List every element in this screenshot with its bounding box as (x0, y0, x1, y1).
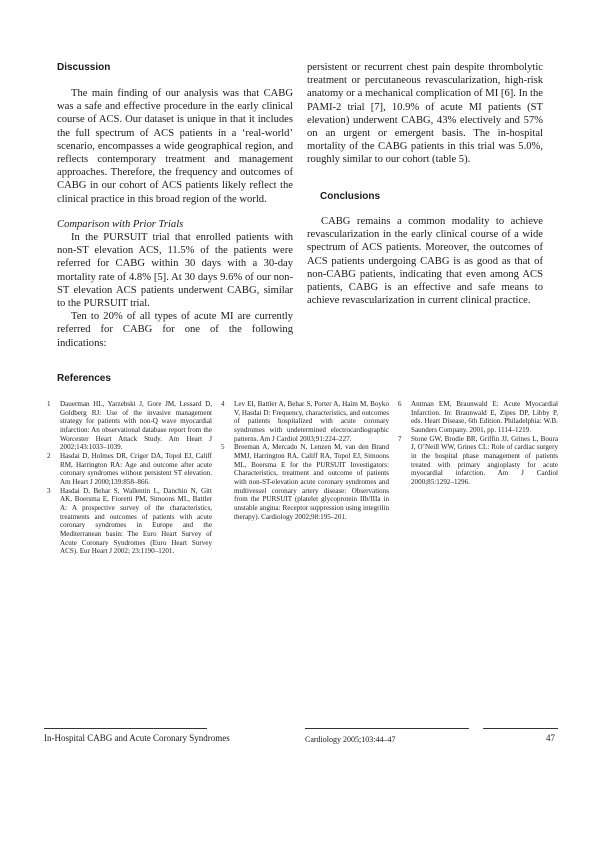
reference-item: 2 Hasdai D, Holmes DR, Criger DA, Topol EJ, Califf RM, Harrington RA: Age and outcome after acute coronary syndromes without persistent ST elevation. Am Heart J 2000;139:858–866. (47, 451, 212, 486)
discussion-column-right (307, 61, 543, 167)
conclusions-heading: Conclusions (320, 191, 381, 202)
comparison-subheading: Comparison with Prior Trials (57, 218, 184, 230)
conclusions-paragraph: CABG remains a common modality to achieve revascularization in the early clinical course of a wide spectrum of ACS patients. Moreover, the outcomes of ACS patients undergoing CABG is as good as that of non-CABG patients, indicating that even among ACS patients, CABG is an effective and safe means to achieve revascularization in current clinical practice. (307, 216, 543, 307)
footer-page-number: 47 (546, 733, 555, 743)
footer-rule-center (305, 728, 469, 729)
footer-rule-left (44, 728, 207, 729)
references-column-3 (398, 400, 558, 487)
footer-running-title: In-Hospital CABG and Acute Coronary Syndromes (44, 733, 230, 743)
discussion-paragraph-3: Ten to 20% of all types of acute MI are currently referred for CABG for one of the following indications: (57, 311, 293, 349)
reference-item: 4 Lev EI, Battler A, Behar S, Porter A, Haim M, Boyko V, Hasdai D: Frequency, characteristics, and outcomes of patients hospitalized with acute coronary syndromes with undetermined electrocardiographic patterns. Am J Cardiol 2003;91:224–227. (221, 400, 389, 443)
discussion-heading: Discussion (57, 62, 111, 73)
references-column-2 (221, 400, 389, 521)
reference-item: 7 Stone GW, Brodie BR, Griffin JJ, Grines L, Boura J, O’Neill WW, Grines CL: Role of cardiac surgery in the hospital phase management of patients treated with primary angioplasty for acute myocardial infarction. Am J Cardiol 2000;85:1292–1296. (398, 434, 558, 486)
conclusions-column (307, 215, 543, 307)
reference-item: 5 Breeman A, Mercado N, Lenzen M, van den Brand MMJ, Harrington RA, Califf RA, Topol EJ, Simoons ML, Boersma E for the PURSUIT Investigators: Characteristics, treatment and outcome of patients with non-ST-elevation acute coronary syndromes and multivessel coronary artery disease: Observations from the PURSUIT (platelet glycoprotein IIb/IIIa in unstable angina: Receptor suppression using integrilin therapy). Cardiology 2002;98:195–201. (221, 443, 389, 521)
footer-rule-right (483, 728, 558, 729)
footer-journal-citation: Cardiology 2005;103:44–47 (305, 735, 396, 744)
reference-item: 1 Dauerman HL, Yarzebski J, Gore JM, Lessard D, Goldberg RJ: Use of the invasive management strategy for patients with non-Q wave myocardial infarction: An observational database report from the Worcester Heart Attack Study. Am Heart J 2002;143:1033–1039. (47, 400, 212, 452)
reference-item: 6 Antman EM, Braunwald E: Acute Myocardial Infarction. In: Braunwald E, Zipes DP, Libby P, eds. Heart Disease, 6th Edition. Philadelphia: W.B. Saunders Company. 2001, pp. 1114–1219. (398, 400, 558, 434)
discussion-paragraph-1: The main finding of our analysis was that CABG was a safe and effective procedure in the early clinical course of ACS. Our dataset is unique in that it includes the full spectrum of ACS patients in a ‘real-world’ scenario, encompasses a wide geographical region, and reflects contemporary treatment and management approaches. Therefore, the frequency and outcomes of CABG in our cohort of ACS patients likely reflect the clinical practice in this broad region of the world. (57, 88, 293, 205)
reference-item: 3 Hasdai D, Behar S, Wallentin L, Danchin N, Gitt AK, Boersma E, Fioretti PM, Simoons ML, Battler A: A prospective survey of the characteristics, treatments and outcomes of patients with acute coronary syndromes in Europe and the Mediterranean basin: The Euro Heart Survey of Acute Coronary Syndromes (Euro Heart Survey ACS). Eur Heart J 2002; 23:1190–1201. (47, 486, 212, 556)
discussion-paragraph-3-continued: persistent or recurrent chest pain despite thrombolytic treatment or percutaneous revascularization, high-risk anatomy or a mechanical complication of MI [6]. In the PAMI-2 trial [7], 10.9% of acute MI patients (ST elevation) underwent CABG, 43% electively and 57% on an urgent or emergent basis. The in-hospital mortality of the CABG patients in this trial was 5.0%, roughly similar to our cohort (table 5). (307, 62, 543, 166)
discussion-paragraph-2: In the PURSUIT trial that enrolled patients with non-ST elevation ACS, 11.5% of the patients were referred for CABG within 30 days with a 30-day mortality rate of 4.8% [5]. At 30 days 9.6% of our non-ST elevation ACS patients underwent CABG, similar to the PURSUIT trial. (57, 232, 293, 310)
discussion-column-left (57, 87, 293, 350)
references-column-1 (47, 400, 212, 556)
references-heading: References (57, 373, 111, 384)
